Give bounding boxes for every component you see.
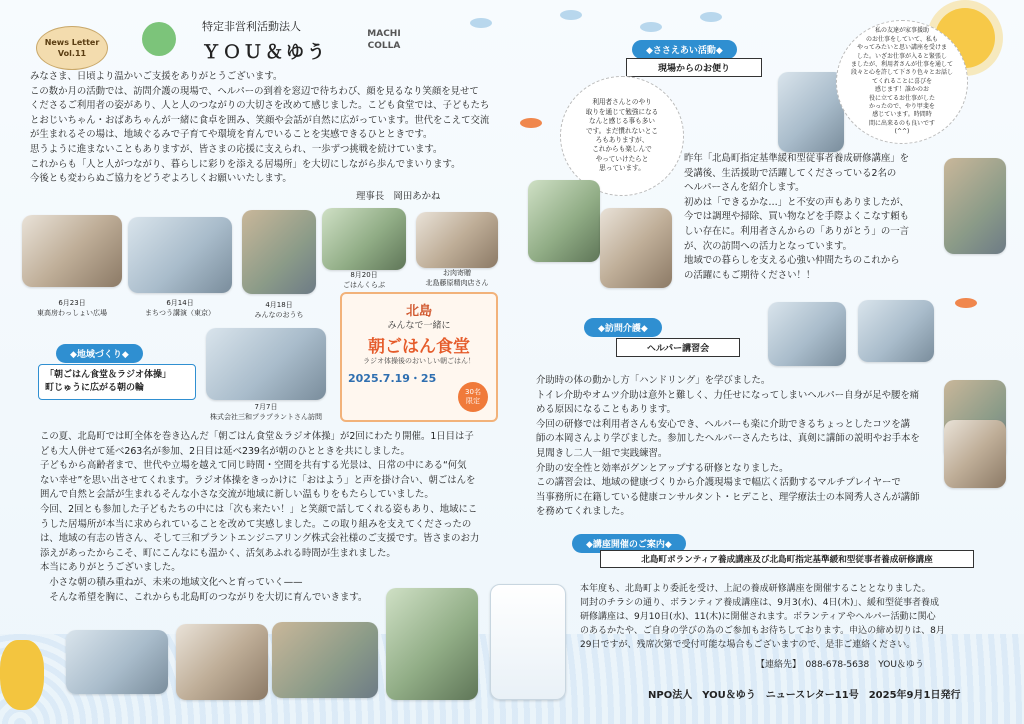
course-headline: 北島町ボランティア養成講座及び北島町指定基準緩和型従事者養成研修講座: [600, 550, 974, 568]
poster-title-main: 朝ごはん食堂: [368, 337, 470, 357]
photo-caption: 6月14日 まちつう講演（東京）: [145, 299, 215, 317]
photo-caption: 4月18日 みんなのおうち: [254, 301, 304, 319]
staff-comment-1: 利用者さんとのやり 取りを通じて勉強になる なんと感じる事も多い です。まだ慣れないとこ ろもありますが、 これからも楽しんで やっていけたらと 思っています。: [585, 98, 659, 173]
course-tag: ◆講座開催のご案内◆: [572, 534, 686, 553]
community-tag: ◆地域づくり◆: [56, 344, 143, 363]
support-headline: 現場からのお便り: [626, 58, 762, 77]
staff-comment-2: 私の友達が家事援助 のお仕事をしていて、私も やってみたいと思い講座を受けま した。いざお仕事が入ると緊張し ましたが、利用者さんが仕事を通して 段々と心を許して下さり色々とお話し てくれることに喜びを 感じます！誰かのお 役に立てるお仕事がした かったので、やり甲斐を 感じています。時間時 間に出来るのも良いです (^^): [850, 27, 953, 136]
photo-radio-taiso: [66, 630, 168, 694]
fish-icon: [640, 22, 662, 32]
photo-minnano-ouchi: [242, 210, 316, 294]
photo-caption: 6月23日 東高房わっしょい広場: [37, 299, 107, 317]
photo-children: [272, 622, 378, 698]
photo-training-4: [944, 420, 1006, 488]
org-name: ＹＯＵ＆ゆう: [202, 42, 328, 63]
care-headline: ヘルパー講習会: [616, 338, 740, 357]
breakfast-poster: [340, 292, 498, 422]
support-tag: ◆ささえあい活動◆: [632, 40, 737, 59]
community-text: この夏、北島町では町全体を巻き込んだ「朝ごはん食堂＆ラジオ体操」が2回にわたり開催。1日目は子 ども大人併せて延べ263名が参加、2日目は延べ239名が朝のひとときを共にしました。 子どもから高齢者まで、世代や立場を越えて同じ時間・空間を共有する光景は、日常の中にある“何気 ない幸せ”を思い出させてくれます。ラジオ体操をきっかけに「おはよう」と声を掛け合い、朝ごはんを 囲んで自然と会話が生まれるそんな小さな交流が地域に新しい温もりをもたらしていました。 今回、2回とも参加した子どもたちの中には「次も来たい！」と笑顔で話してくれる姿もあり、地域にこ うした居場所が本当に求められていることを改めて実感しました。この取り組みを支えてくださったの は、地域の有志の皆さん、そして三和プラントエンジニアリング株式会社様のご支援です。皆さまのお力 添えがあったからこそ、町にこんなにも温かく、活気あふれる時間が生まれました。 本当にありがとうございました。 小さな朝の積み重ねが、未来の地域文化へと育っていく—— そんな希望を胸に、これからも北島町のつながりを大切に育んでいきます。: [40, 431, 480, 603]
poster-date: 2025.7.19・25: [348, 372, 437, 385]
photo-caption: 7月7日 株式会社三和プラプラントさん訪問: [210, 403, 322, 421]
photo-helpers: [778, 72, 844, 152]
photo-caption: お肉寄贈 北島藤原精肉店さん: [425, 269, 489, 287]
poster-title-mid: みんなで一緒に: [387, 321, 451, 331]
machi-colla-logo: MACHI COLLA: [367, 29, 401, 51]
fish-icon: [955, 298, 977, 308]
photo-training-1: [768, 302, 846, 366]
care-tag: ◆訪問介護◆: [584, 318, 662, 337]
poster-subtitle: ラジオ体操後のおいしい朝ごはん！: [363, 357, 475, 365]
footer-text: NPO法人 YOU＆ゆう ニュースレター11号 2025年9月1日発行: [648, 690, 961, 701]
poster-title-top: 北島: [405, 304, 432, 319]
newsletter-volume: News Letter Vol.11: [44, 38, 100, 58]
fish-icon: [700, 12, 722, 22]
pineapple-icon: [0, 640, 44, 710]
photo-sanwa-visit: [206, 328, 326, 400]
photo-wasshoi: [22, 215, 122, 287]
course-flyer: [490, 584, 566, 700]
care-text: 介助時の体の動かし方「ハンドリング」を学びました。 トイレ介助やオムツ介助は意外と難しく、力任せになってしまいヘルパー自身が足や腰を痛 める原因になることもあります。 今回の研修では利用者さんも安心でき、ヘルパーも楽に介助できるちょっとしたコツを講 師の本岡さんより学びました。参加したヘルパーさんたちは、真剣に講師の説明やお手本を 見聞きし二人一組で実践練習。 介助の安全性と効率がグンとアップする研修となりました。 この講習会は、地域の健康づくりから介護現場まで幅広く活動するマルチプレイヤーで 当事務所に在籍している健康コンサルタント・ヒデこと、理学療法士の本岡秀人さんが講師 を務めてくれました。: [536, 375, 920, 518]
photo-breakfast: [176, 624, 268, 700]
contact-info: 【連絡先】 088-678-5638 YOU＆ゆう: [756, 660, 924, 670]
poster-limit-badge: 30名 限定: [458, 382, 488, 412]
staff-bubble-2: [836, 20, 968, 144]
chair-signature: 理事長 岡田あかね: [356, 191, 441, 202]
photo-training-2: [858, 300, 934, 362]
community-headline: 「朝ごはん食堂＆ラジオ体操」 町じゅうに広がる朝の輪: [38, 364, 196, 400]
fish-icon: [560, 10, 582, 20]
newsletter-badge: [36, 26, 108, 70]
org-logo-icon: [142, 22, 176, 56]
photo-lecture: [128, 217, 232, 293]
course-text: 本年度も、北島町より委託を受け、上記の養成研修講座を開催することとなりました。 同封のチラシの通り、ボランティア養成講座は、9月3(水)、4日(木)」、緩和型従事者養成 研修講座は、9月10日(水)、11(木)に開催されます。ボランティアやヘルパー活動に関心 のあるかたや、ご自身の学びの為のご参加もお待ちしております。申込の締め切りは、8月 29日ですが、残席次第で受付可能な場合もございますので、是非ご連絡ください。: [580, 584, 945, 650]
photo-hall: [386, 588, 478, 700]
photo-housework: [600, 208, 672, 288]
photo-laundry: [944, 158, 1006, 254]
photo-caption: 8月20日 ごはんくらぶ: [343, 271, 385, 289]
org-type: 特定非営利活動法人: [202, 20, 301, 33]
photo-cooking: [528, 180, 600, 262]
support-text: 昨年「北島町指定基準緩和型従事者養成研修講座」を 受講後、生活援助で活躍してくださっている2名の ヘルパーさんを紹介します。 初めは「できるかな…」と不安の声もありましたが、 今では調理や掃除、買い物などを手際よくこなす頼も しい存在に。利用者さんからの「ありがとう」の一言 が、次の訪問への活力となっています。 地域での暮らしを支える心強い仲間たちのこれから の活躍にもご期待ください！！: [684, 153, 910, 281]
photo-meat-donation: [416, 212, 498, 268]
staff-bubble-1: [560, 76, 684, 196]
fish-icon: [470, 18, 492, 28]
photo-gohan-club: [322, 208, 406, 270]
intro-text: みなさま、日頃より温かいご支援をありがとうございます。 この数か月の活動では、訪問介護の現場で、ヘルパーの到着を窓辺で待ちわび、顔を見るなり笑顔を見せて くださるご利用者の姿があり、人と人のつながりの大切さを改めて感じました。こども食堂では、子どもたち とおじいちゃん・おばあちゃんが一緒に食卓を囲み、笑顔や会話が自然に広がっています。世代をこえて交流 が生まれるその場は、地域ぐるみで子育てや環境を育んでいることを実感できるひとときです。 思うように進まないこともありますが、皆さまの応援に支えられ、一歩ずつ挑戦を続けています。 これからも「人と人がつながり、暮らしに彩りを添える居場所」を大切にしながら歩んでまいります。 今後とも変わらぬご協力をどうぞよろしくお願いいたします。: [30, 71, 490, 185]
